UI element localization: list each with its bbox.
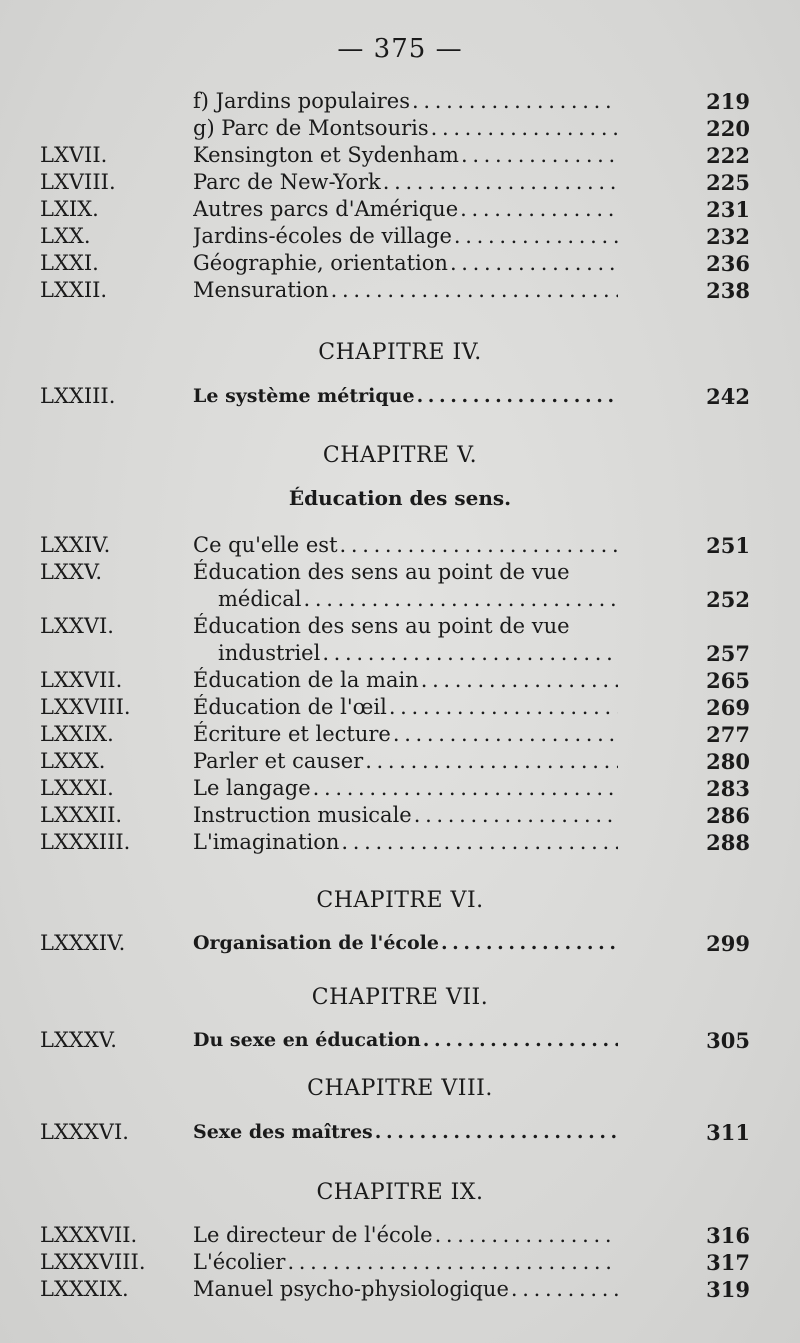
chapter-heading: CHAPITRE VII.: [311, 985, 489, 1010]
page-ref: 316: [706, 1223, 750, 1248]
toc-row: [0, 1119, 800, 1146]
entry-title: L'écolier: [193, 1250, 286, 1274]
entry-title: Éducation de l'œil: [193, 695, 387, 719]
toc-row: [0, 613, 800, 640]
entry-title: Éducation de la main: [193, 668, 419, 692]
page-ref: 277: [706, 722, 750, 747]
roman-numeral: LXXXV.: [40, 1028, 117, 1052]
roman-numeral: LXXXIV.: [40, 931, 126, 955]
page-ref: 288: [706, 830, 750, 855]
chapter-subtitle: Éducation des sens.: [288, 486, 512, 510]
page-ref: 219: [706, 89, 750, 114]
roman-numeral: LXXI.: [40, 251, 99, 275]
toc-row: [0, 532, 800, 559]
chapter-heading: CHAPITRE VI.: [316, 888, 484, 913]
page-ref: 265: [706, 668, 750, 693]
toc-row: [0, 694, 800, 721]
entry-title: Le directeur de l'école: [193, 1223, 433, 1247]
roman-numeral: LXXV.: [40, 560, 103, 584]
page-ref: 257: [706, 641, 750, 666]
toc-row: [0, 1276, 800, 1303]
entry-title: L'imagination: [193, 830, 340, 854]
entry-title: Éducation des sens au point de vue: [193, 560, 570, 584]
roman-numeral: LXXII.: [40, 278, 108, 302]
entry-title: Écriture et lecture: [193, 722, 391, 746]
roman-numeral: LXXVI.: [40, 614, 114, 638]
roman-numeral: LXXIII.: [40, 384, 116, 408]
toc-row-continued: [0, 640, 800, 667]
entry-title: Le langage: [193, 776, 311, 800]
page-ref: 283: [706, 776, 750, 801]
entry-title: Kensington et Sydenham: [193, 143, 459, 167]
entry-title: Parc de New-York: [193, 170, 381, 194]
roman-numeral: LXXXI.: [40, 776, 114, 800]
roman-numeral: LXVII.: [40, 143, 108, 167]
roman-numeral: LXXIV.: [40, 533, 111, 557]
toc-row: [0, 721, 800, 748]
entry-title: Éducation des sens au point de vue: [193, 614, 570, 638]
entry-title: Autres parcs d'Amérique: [193, 197, 459, 221]
page-ref: 311: [706, 1120, 750, 1145]
entry-title: Ce qu'elle est: [193, 533, 338, 557]
chapter-heading: CHAPITRE IX.: [316, 1180, 484, 1205]
entry-title: Le système métrique: [193, 385, 415, 407]
roman-numeral: LXXXVII.: [40, 1223, 138, 1247]
roman-numeral: LXXVII.: [40, 668, 123, 692]
chapter-heading: CHAPITRE IV.: [318, 340, 482, 365]
toc-row: [0, 775, 800, 802]
page-ref: 286: [706, 803, 750, 828]
entry-title: Du sexe en éducation: [193, 1029, 421, 1051]
entry-title: Organisation de l'école: [193, 932, 439, 954]
toc-row: [0, 196, 800, 223]
roman-numeral: LXXX.: [40, 749, 106, 773]
toc-row: [0, 277, 800, 304]
page-ref: 225: [706, 170, 750, 195]
toc-row: [0, 930, 800, 957]
toc-row: [0, 88, 800, 115]
toc-row: [0, 748, 800, 775]
chapter-heading: CHAPITRE VIII.: [307, 1076, 493, 1101]
roman-numeral: LXXVIII.: [40, 695, 131, 719]
toc-row: [0, 142, 800, 169]
page-ref: 252: [706, 587, 750, 612]
chapter-heading: CHAPITRE V.: [322, 443, 478, 468]
entry-title-continued: industriel: [218, 641, 321, 665]
toc-row-continued: [0, 586, 800, 613]
toc-row: [0, 559, 800, 586]
page-ref: 231: [706, 197, 750, 222]
entry-title: Instruction musicale: [193, 803, 412, 827]
toc-row: [0, 223, 800, 250]
page-ref: 317: [706, 1250, 750, 1275]
page-ref: 299: [706, 931, 750, 956]
entry-title: Manuel psycho-physiologique: [193, 1277, 509, 1301]
entry-title: f) Jardins populaires: [193, 89, 411, 113]
page-ref: 305: [706, 1028, 750, 1053]
page-ref: 236: [706, 251, 750, 276]
page-ref: 280: [706, 749, 750, 774]
toc-row: [0, 829, 800, 856]
entry-title-continued: médical: [218, 587, 302, 611]
entry-title: Mensuration: [193, 278, 329, 302]
toc-row: [0, 1027, 800, 1054]
toc-row: [0, 250, 800, 277]
toc-row: [0, 169, 800, 196]
page-ref: 319: [706, 1277, 750, 1302]
toc-row: [0, 1249, 800, 1276]
page-ref: 269: [706, 695, 750, 720]
page-number: — 375 —: [337, 34, 463, 64]
toc-row: [0, 383, 800, 410]
entry-title: Parler et causer: [193, 749, 364, 773]
entry-title: Jardins-écoles de village: [193, 224, 452, 248]
page-ref: 220: [706, 116, 750, 141]
page-ref: 242: [706, 384, 750, 409]
roman-numeral: LXXXVIII.: [40, 1250, 146, 1274]
roman-numeral: LXXXII.: [40, 803, 123, 827]
entry-title: Sexe des maîtres: [193, 1121, 373, 1143]
roman-numeral: LXXXIII.: [40, 830, 131, 854]
toc-row: [0, 802, 800, 829]
toc-row: [0, 1222, 800, 1249]
page-ref: 232: [706, 224, 750, 249]
roman-numeral: LXX.: [40, 224, 91, 248]
roman-numeral: LXIX.: [40, 197, 99, 221]
entry-title: g) Parc de Montsouris: [193, 116, 429, 140]
roman-numeral: LXXXVI.: [40, 1120, 129, 1144]
toc-row: [0, 115, 800, 142]
roman-numeral: LXXXIX.: [40, 1277, 129, 1301]
roman-numeral: LXVIII.: [40, 170, 116, 194]
page-ref: 251: [706, 533, 750, 558]
roman-numeral: LXXIX.: [40, 722, 114, 746]
toc-row: [0, 667, 800, 694]
page-ref: 222: [706, 143, 750, 168]
page-ref: 238: [706, 278, 750, 303]
entry-title: Géographie, orientation: [193, 251, 448, 275]
